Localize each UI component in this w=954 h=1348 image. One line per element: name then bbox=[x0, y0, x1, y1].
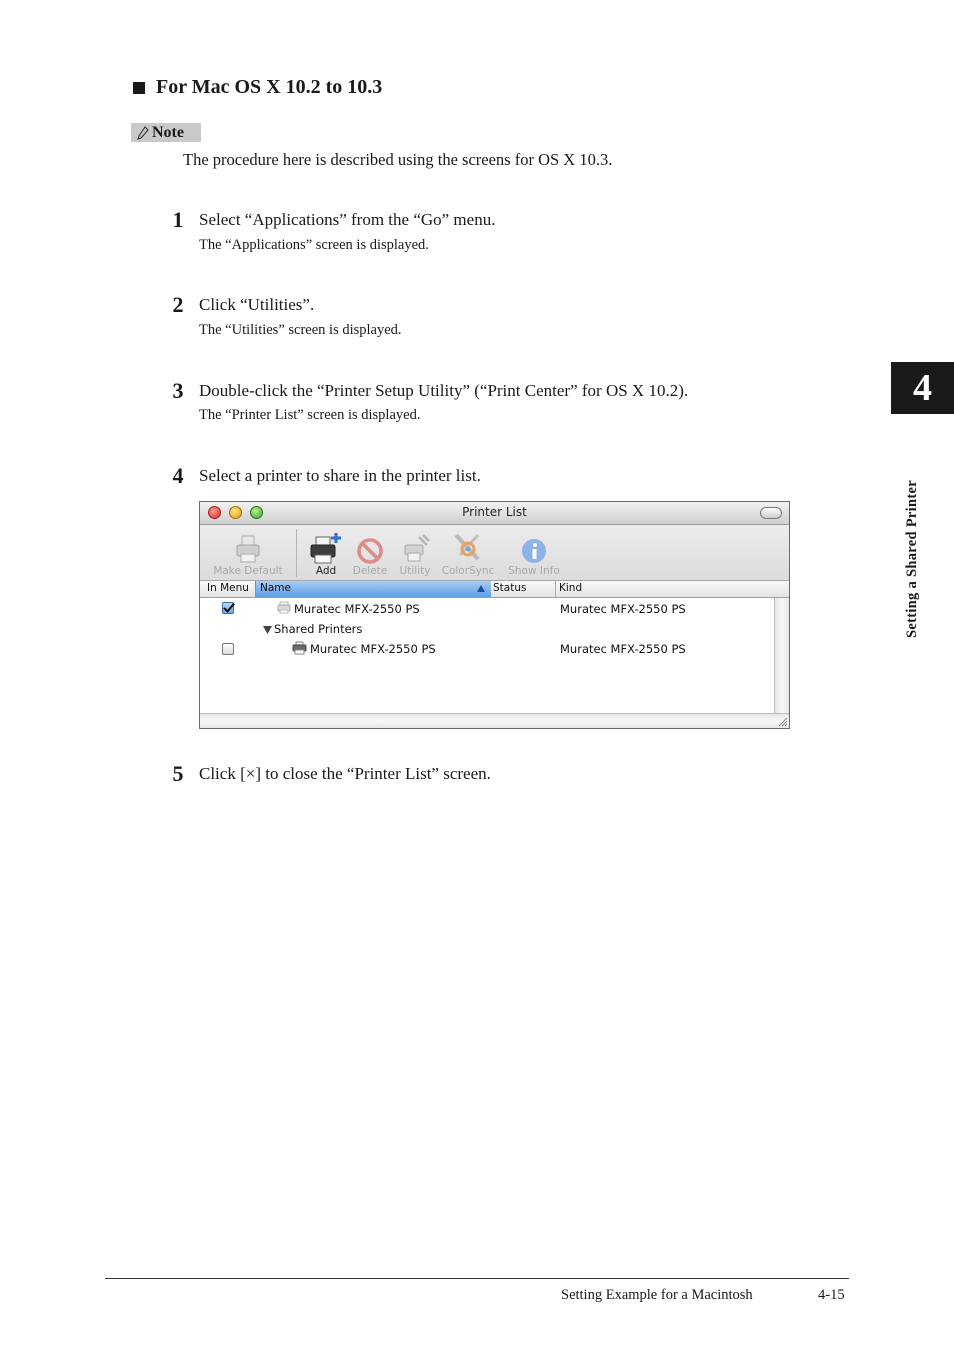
toolbar-toggle-button[interactable] bbox=[760, 507, 782, 519]
printer-list-window bbox=[199, 501, 790, 729]
printer-list bbox=[200, 598, 774, 713]
make-default-button[interactable] bbox=[208, 529, 288, 577]
list-item-name[interactable]: Muratec MFX-2550 PS bbox=[310, 642, 436, 656]
tool-label: Utility bbox=[399, 565, 431, 577]
step-subtext: The “Utilities” screen is displayed. bbox=[199, 322, 402, 338]
horizontal-scrollbar[interactable] bbox=[200, 713, 789, 728]
step-number: 2 bbox=[172, 292, 184, 317]
step-number: 3 bbox=[172, 378, 184, 403]
window-title: Printer List bbox=[462, 505, 527, 519]
disclosure-triangle-icon[interactable] bbox=[263, 626, 272, 634]
tool-label: Show Info bbox=[508, 565, 560, 577]
utility-icon bbox=[399, 533, 431, 565]
step-number: 1 bbox=[172, 207, 184, 232]
delete-button[interactable] bbox=[348, 529, 392, 577]
toolbar bbox=[200, 525, 789, 581]
add-printer-icon bbox=[309, 531, 343, 565]
info-icon bbox=[520, 537, 548, 565]
column-status[interactable]: Status bbox=[493, 582, 527, 594]
printer-icon bbox=[277, 601, 291, 614]
add-button[interactable] bbox=[305, 529, 347, 577]
vertical-scrollbar[interactable] bbox=[774, 598, 789, 713]
step-text: Double-click the “Printer Setup Utility” (“Print Center” for OS X 10.2). bbox=[199, 381, 689, 400]
sort-ascending-icon bbox=[477, 585, 485, 592]
section-title: For Mac OS X 10.2 to 10.3 bbox=[156, 76, 383, 98]
list-item-kind: Muratec MFX-2550 PS bbox=[560, 642, 686, 656]
step-text: Click [×] to close the “Printer List” screen. bbox=[199, 764, 491, 783]
step-number: 4 bbox=[172, 463, 184, 488]
chapter-side-title: Setting a Shared Printer bbox=[904, 480, 920, 638]
step-subtext: The “Printer List” screen is displayed. bbox=[199, 407, 421, 423]
colorsync-button[interactable] bbox=[438, 529, 498, 577]
note-text: The procedure here is described using the screens for OS X 10.3. bbox=[183, 150, 613, 169]
note-label: Note bbox=[152, 123, 184, 141]
list-item-name[interactable]: Muratec MFX-2550 PS bbox=[294, 602, 420, 616]
column-header-bar bbox=[200, 581, 789, 598]
resize-grip-icon[interactable] bbox=[777, 716, 788, 727]
note-badge bbox=[131, 123, 201, 142]
tool-label: ColorSync bbox=[441, 565, 495, 577]
colorsync-icon bbox=[452, 531, 484, 565]
footer-divider bbox=[105, 1278, 849, 1279]
footer-section-title: Setting Example for a Macintosh bbox=[561, 1287, 753, 1303]
step-text: Select “Applications” from the “Go” menu. bbox=[199, 210, 496, 229]
printer-default-icon bbox=[233, 533, 263, 565]
tool-label: Make Default bbox=[213, 565, 283, 577]
show-info-button[interactable] bbox=[504, 529, 564, 577]
in-menu-checkbox[interactable] bbox=[222, 643, 234, 655]
column-name-header[interactable] bbox=[255, 581, 491, 597]
column-kind[interactable]: Kind bbox=[559, 582, 583, 594]
section-heading bbox=[133, 76, 382, 99]
column-name: Name bbox=[260, 582, 291, 594]
list-item-kind: Muratec MFX-2550 PS bbox=[560, 602, 686, 616]
group-label-shared-printers: Shared Printers bbox=[274, 622, 363, 636]
delete-icon bbox=[356, 537, 384, 565]
column-divider bbox=[555, 581, 556, 597]
tool-label: Delete bbox=[352, 565, 388, 577]
step-subtext: The “Applications” screen is displayed. bbox=[199, 237, 429, 253]
in-menu-checkbox[interactable] bbox=[222, 602, 234, 614]
step-text: Select a printer to share in the printer list. bbox=[199, 466, 481, 485]
step-text: Click “Utilities”. bbox=[199, 295, 315, 314]
title-bar[interactable] bbox=[200, 502, 789, 525]
tool-label: Add bbox=[315, 565, 337, 577]
pencil-icon bbox=[137, 126, 149, 140]
chapter-tab: 4 bbox=[891, 362, 954, 414]
page-number: 4-15 bbox=[818, 1287, 845, 1303]
step-number: 5 bbox=[172, 761, 184, 786]
toolbar-separator bbox=[296, 529, 297, 577]
column-in-menu[interactable]: In Menu bbox=[207, 582, 249, 594]
utility-button[interactable] bbox=[393, 529, 437, 577]
bullet-square-icon bbox=[133, 82, 145, 94]
shared-printer-icon bbox=[292, 641, 307, 655]
